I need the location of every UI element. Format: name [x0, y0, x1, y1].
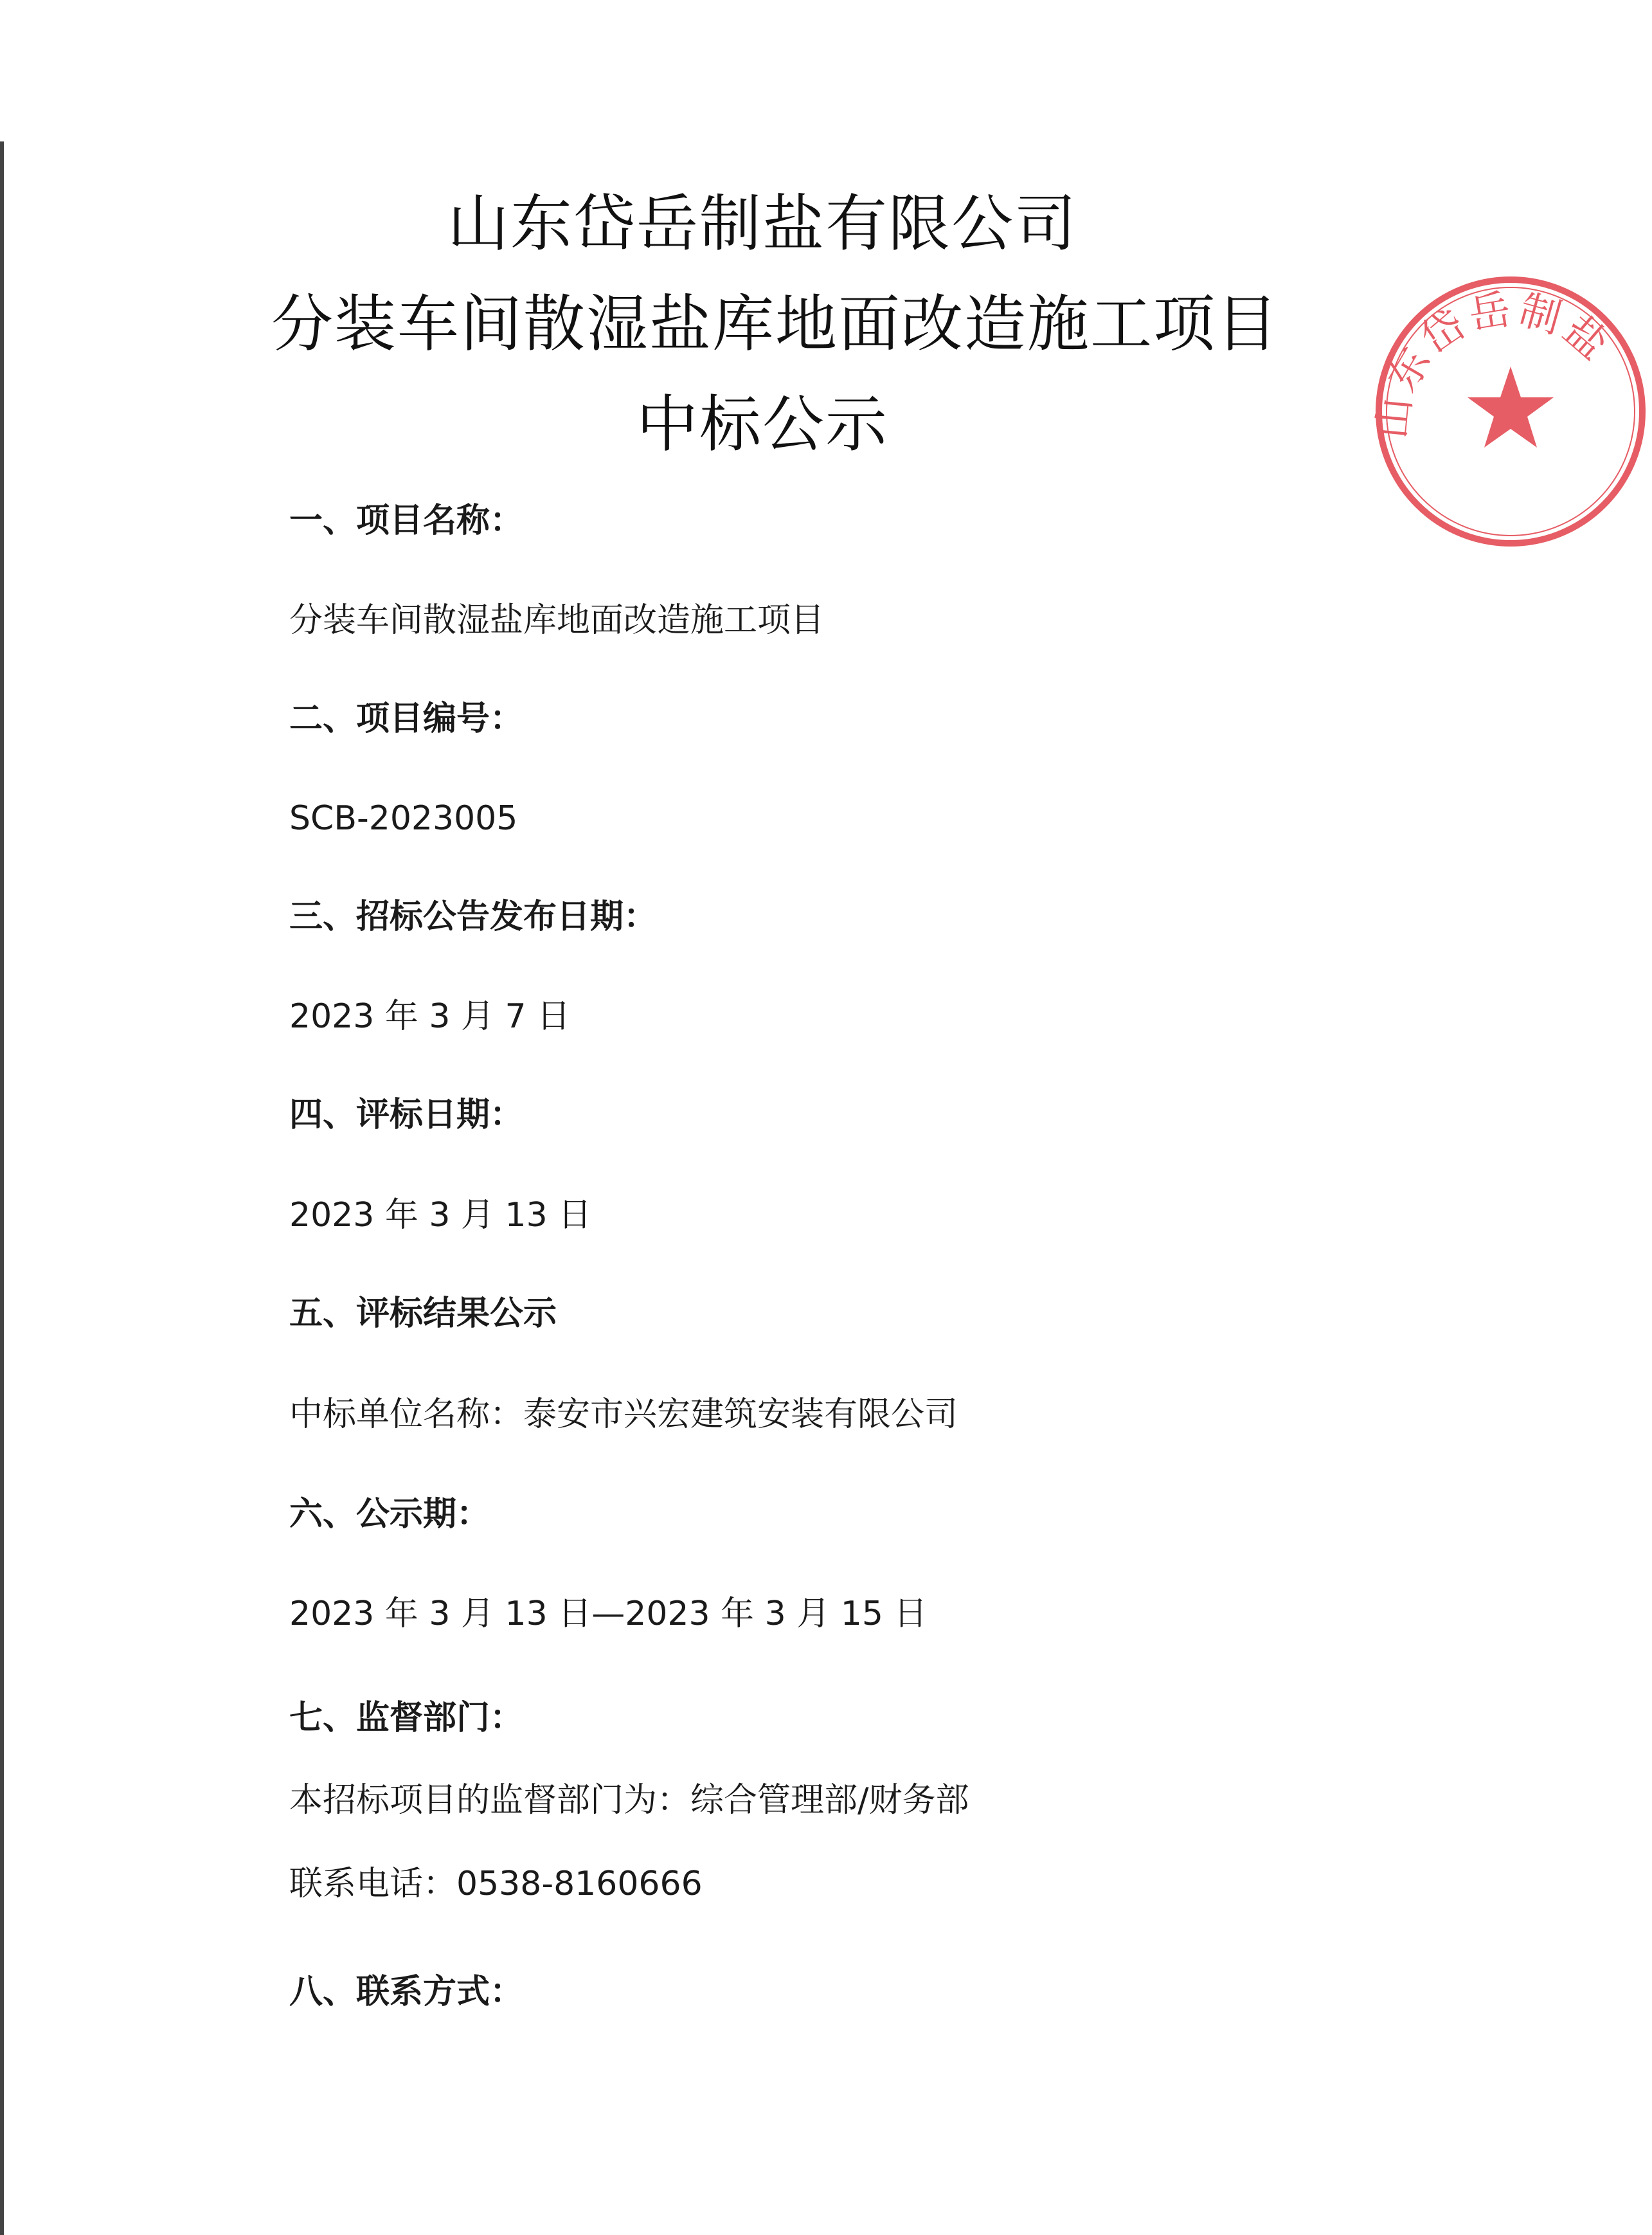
section-heading-contact: 八、联系方式：: [289, 1973, 524, 2011]
seal-star-icon: [1468, 366, 1554, 448]
section-heading-project-name: 一、项目名称：: [289, 502, 524, 540]
title-notice: 中标公示: [636, 388, 888, 460]
section-heading-evaluation-date: 四、评标日期：: [289, 1096, 524, 1134]
title-company: 山东岱岳制盐有限公司: [447, 188, 1077, 260]
winning-bidder: 中标单位名称：泰安市兴宏建筑安装有限公司: [289, 1395, 958, 1434]
section-heading-announcement-date: 三、招标公告发布日期：: [289, 898, 658, 936]
publicity-period-value: 2023 年 3 月 13 日—2023 年 3 月 15 日: [289, 1595, 928, 1633]
title-project: 分装车间散湿盐库地面改造施工项目: [271, 288, 1279, 360]
section-heading-evaluation-result: 五、评标结果公示: [289, 1294, 557, 1333]
project-number-value: SCB-2023005: [289, 799, 518, 838]
supervision-department: 本招标项目的监督部门为：综合管理部/财务部: [289, 1781, 969, 1820]
announcement-date-value: 2023 年 3 月 7 日: [289, 997, 571, 1036]
project-name-value: 分装车间散湿盐库地面改造施工项目: [289, 601, 825, 640]
supervision-phone: 联系电话：0538-8160666: [289, 1865, 703, 1903]
section-heading-project-number: 二、项目编号：: [289, 700, 524, 738]
document-title: [0, 188, 1525, 494]
section-heading-publicity-period: 六、公示期：: [289, 1495, 490, 1534]
seal-text: 山东岱岳制盐: [1369, 285, 1620, 441]
company-seal-stamp: [1369, 270, 1652, 553]
section-heading-supervision: 七、监督部门：: [289, 1699, 524, 1737]
evaluation-date-value: 2023 年 3 月 13 日: [289, 1196, 592, 1235]
